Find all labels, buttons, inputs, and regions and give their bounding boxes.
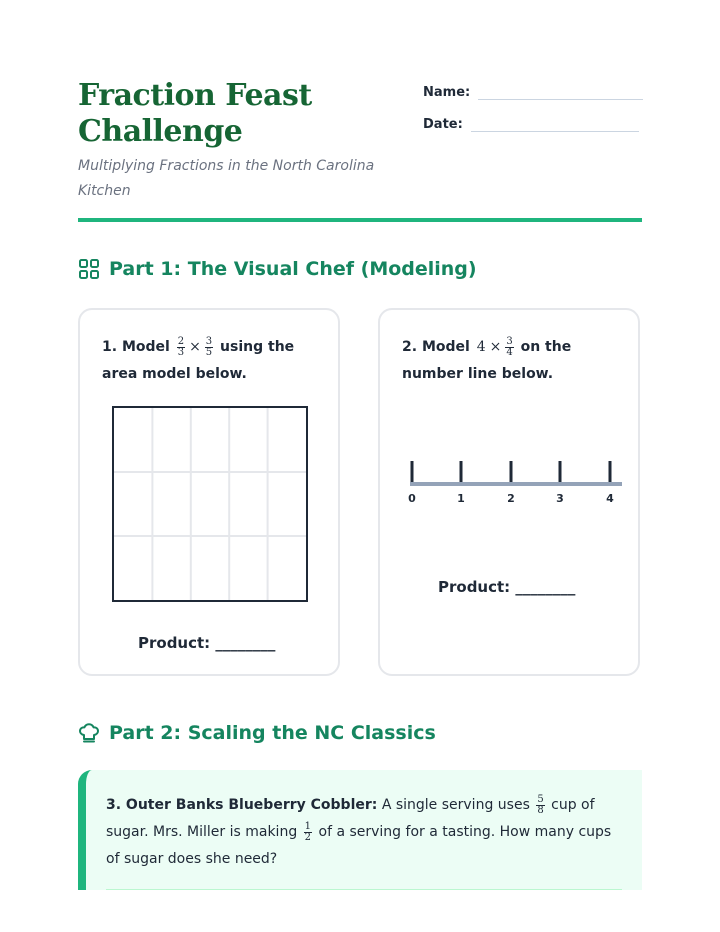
header-divider (78, 218, 642, 222)
question-card-2 (378, 308, 640, 676)
question-2-text: 2. Model 4 × $\frac{3}{4}$ on the number line below. (402, 335, 572, 382)
date-line[interactable] (471, 119, 639, 132)
name-label: Name: (423, 85, 471, 100)
answer-divider (106, 889, 622, 890)
fraction-two-thirds: $\frac{2}{3}$ (177, 335, 185, 358)
fraction-five-eighths: $\frac{5}{8}$ (537, 793, 544, 816)
number-line[interactable] (400, 458, 622, 518)
tick-label-1: 1 (457, 492, 465, 505)
tick-label-4: 4 (606, 492, 614, 505)
part1-heading-text: Part 1: The Visual Chef (Modeling) (109, 258, 477, 280)
product-answer-1[interactable]: Product: ________ (138, 634, 276, 652)
fraction-three-fifths: $\frac{3}{5}$ (205, 335, 213, 358)
date-label: Date: (423, 117, 463, 132)
tick-label-0: 0 (408, 492, 416, 505)
question-1-text: 1. Model $\frac{2}{3}$ × $\frac{3}{5}$ using the area model below. (102, 335, 295, 382)
fraction-one-half: $\frac{1}{2}$ (304, 820, 312, 843)
area-model-grid[interactable] (112, 406, 308, 602)
date-field[interactable] (423, 112, 643, 132)
part1-heading (78, 258, 477, 280)
student-fields (423, 80, 643, 144)
area-model-lines (114, 408, 306, 600)
page-subtitle: Multiplying Fractions in the North Carolina Kitchen (78, 158, 375, 199)
name-field[interactable] (423, 80, 643, 100)
worksheet-header (78, 78, 642, 204)
name-line[interactable] (478, 87, 643, 100)
question-3-text: 3. Outer Banks Blueberry Cobbler: A single serving uses $\frac{5}{8}$ cup of sugar. Mrs. Miller is making $\frac{1}{2}$ of a serving for a tasting. How many cups of sugar does she need? (106, 793, 612, 867)
fraction-three-fourths: $\frac{3}{4}$ (506, 335, 513, 358)
page-title: Fraction Feast Challenge (78, 78, 312, 149)
tick-label-3: 3 (556, 492, 564, 505)
tick-label-2: 2 (507, 492, 515, 505)
grid-icon (78, 258, 100, 280)
chef-hat-icon (78, 722, 100, 744)
part2-heading-text: Part 2: Scaling the NC Classics (109, 722, 436, 744)
product-answer-2[interactable]: Product: ________ (438, 578, 576, 596)
part2-heading (78, 722, 436, 744)
question-card-1 (78, 308, 340, 676)
question-3-callout (78, 770, 642, 890)
